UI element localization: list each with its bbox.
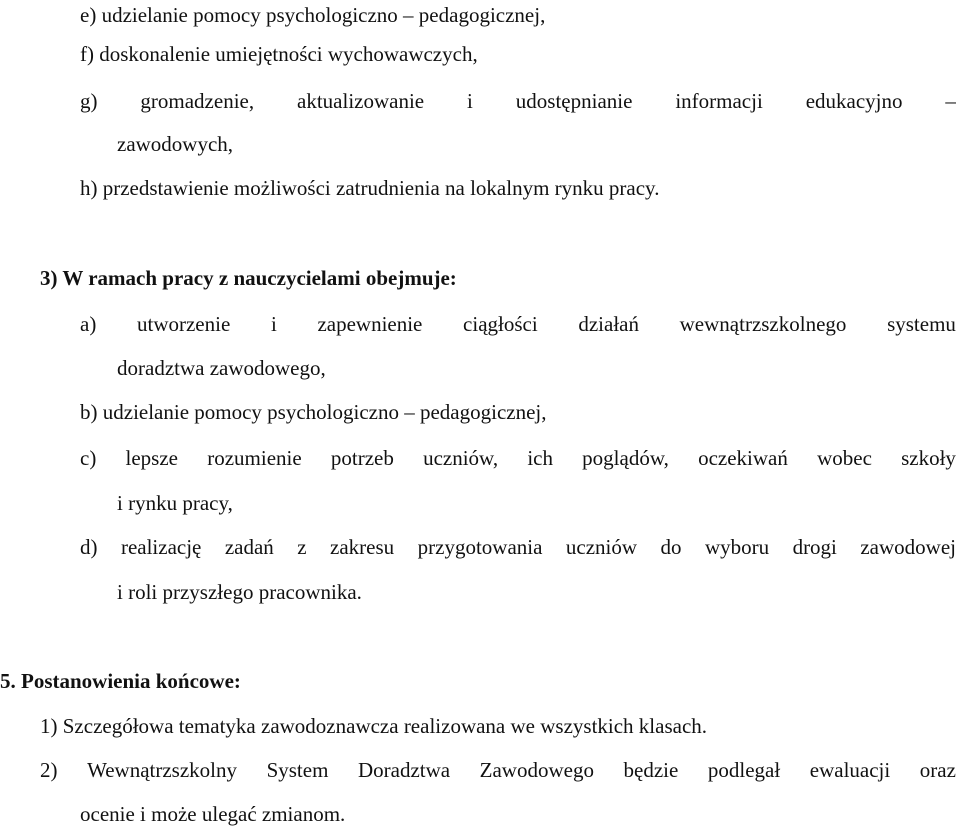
section-3-item-a-continuation: doradztwa zawodowego, [117,356,326,380]
word: ich [527,446,553,470]
word: poglądów, [582,446,669,470]
section-3-item-d-continuation: i roli przyszłego pracownika. [117,580,362,604]
word: realizację [120,535,202,559]
list-item-e: e) udzielanie pomocy psychologiczno – pedagogicznej, [80,3,546,27]
word: zakresu [330,535,395,559]
section-3-item-c [80,444,956,472]
word: d) [80,535,98,559]
word: zadań [224,535,274,559]
word: drogi [792,535,837,559]
list-item-g-continuation: zawodowych, [117,132,234,156]
word: – [945,89,956,113]
word: a) [80,312,97,336]
list-item-f: f) doskonalenie umiejętności wychowawczych, [80,42,478,66]
word: rozumienie [207,446,302,470]
word: Zawodowego [479,758,594,782]
word: wewnątrzszkolnego [679,312,847,336]
word: 2) [40,758,58,782]
word: działań [578,312,639,336]
word: systemu [887,312,956,336]
word: Wewnątrzszkolny [87,758,237,782]
word: edukacyjno [805,89,903,113]
word: podlegał [707,758,781,782]
word: oczekiwań [698,446,788,470]
section-5-item-1: 1) Szczegółowa tematyka zawodoznawcza realizowana we wszystkich klasach. [40,714,708,738]
word: wobec [817,446,872,470]
word: szkoły [901,446,956,470]
word: Doradztwa [357,758,451,782]
word: c) [80,446,97,470]
word: ewaluacji [809,758,891,782]
word: utworzenie [136,312,231,336]
word: ciągłości [463,312,538,336]
section-3-heading: 3) W ramach pracy z nauczycielami obejmuje: [40,266,457,290]
word: informacji [675,89,763,113]
section-3-item-b: b) udzielanie pomocy psychologiczno – pedagogicznej, [80,400,547,424]
word: gromadzenie, [140,89,255,113]
word: udostępnianie [515,89,633,113]
word: lepsze [125,446,179,470]
list-item-g [80,87,956,115]
word: potrzeb [330,446,394,470]
word: zawodowej [860,535,956,559]
word: będzie [623,758,679,782]
word: aktualizowanie [297,89,425,113]
list-item-h: h) przedstawienie możliwości zatrudnienia na lokalnym rynku pracy. [80,176,660,200]
word: uczniów [565,535,638,559]
word: uczniów, [423,446,499,470]
word: do [660,535,682,559]
section-3-item-d [80,533,956,561]
section-3-item-a [80,310,956,338]
section-3-item-c-continuation: i rynku pracy, [117,491,233,515]
section-5-item-2 [40,756,956,784]
word: oraz [919,758,956,782]
word: i [270,312,277,336]
section-5-item-2-continuation: ocenie i może ulegać zmianom. [80,802,346,826]
word: z [297,535,307,559]
word: przygotowania [417,535,543,559]
word: System [266,758,329,782]
word: zapewnienie [317,312,423,336]
word: g) [80,89,98,113]
section-5-heading: 5. Postanowienia końcowe: [0,669,241,693]
word: i [467,89,473,113]
word: wyboru [704,535,770,559]
